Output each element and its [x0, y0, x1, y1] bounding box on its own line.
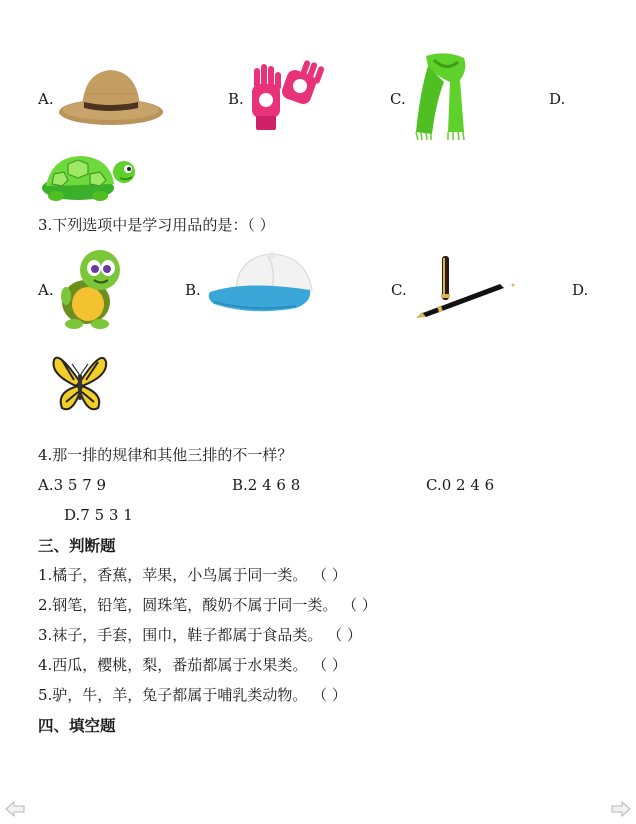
judge-item-1: 1.橘子，香蕉，苹果，小鸟属于同一类。 （ ）: [38, 566, 347, 584]
q4-option-d: D.7 5 3 1: [64, 506, 133, 524]
option-a-label: A.: [38, 90, 54, 108]
q3-option-c-label: C.: [391, 281, 407, 299]
prev-arrow-icon[interactable]: [4, 800, 26, 818]
q4-option-c: C.0 2 4 6: [426, 476, 495, 494]
q3-option-a-label: A.: [38, 281, 54, 299]
cartoon-turtle-icon: [54, 244, 126, 330]
question-3: 3.下列选项中是学习用品的是：（ ）: [38, 216, 275, 234]
option-c-label: C.: [390, 90, 406, 108]
section-4-title: 四、填空题: [38, 716, 116, 735]
q4-option-a: A.3 5 7 9: [38, 476, 107, 494]
q3-option-d-label: D.: [572, 281, 589, 299]
judge-item-2: 2.钢笔，铅笔，圆珠笔，酸奶不属于同一类。 （ ）: [38, 596, 377, 614]
straw-hat-icon: [56, 64, 166, 128]
next-arrow-icon[interactable]: [610, 800, 632, 818]
option-b-label: B.: [228, 90, 244, 108]
judge-item-4: 4.西瓜，樱桃，梨，番茄都属于水果类。 （ ）: [38, 656, 347, 674]
pink-gloves-icon: [246, 58, 330, 134]
section-3-title: 三、判断题: [38, 536, 116, 555]
q4-option-b: B.2 4 6 8: [232, 476, 301, 494]
turtle-icon: [40, 150, 136, 202]
option-d-label: D.: [549, 90, 566, 108]
baseball-cap-icon: [206, 250, 326, 320]
fountain-pen-icon: [414, 254, 518, 320]
butterfly-icon: [50, 346, 110, 418]
judge-item-3: 3.袜子，手套，围巾，鞋子都属于食品类。 （ ）: [38, 626, 362, 644]
question-4: 4.那一排的规律和其他三排的不一样？: [38, 446, 293, 464]
green-scarf-icon: [406, 52, 488, 142]
q3-option-b-label: B.: [185, 281, 201, 299]
judge-item-5: 5.驴，牛，羊，兔子都属于哺乳类动物。 （ ）: [38, 686, 347, 704]
